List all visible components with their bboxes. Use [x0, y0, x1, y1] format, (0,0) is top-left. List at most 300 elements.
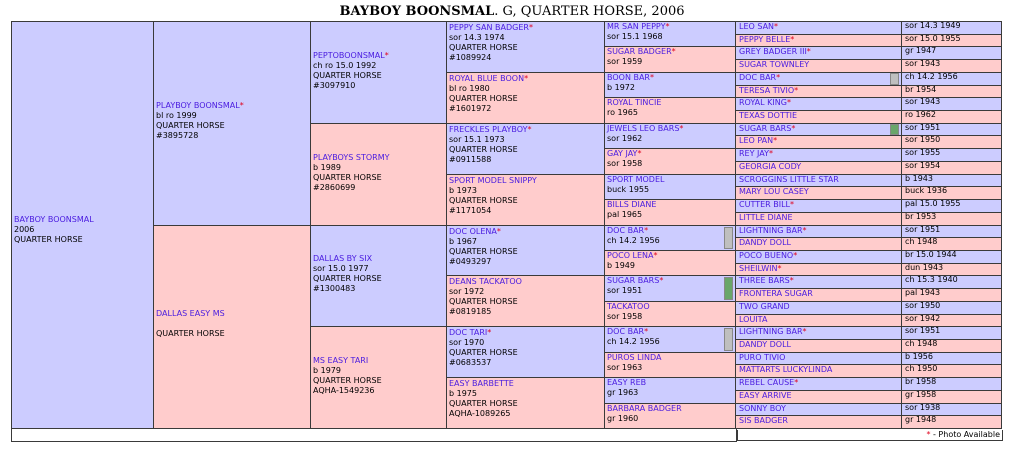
horse-info-line: ch 14.2 1956 [607, 337, 660, 347]
horse-info-line: sor 15.1 1968 [607, 32, 663, 41]
photo-star: * [384, 50, 389, 60]
pedigree-cell [604, 225, 736, 251]
horse-name-link[interactable] [739, 226, 807, 236]
horse-info-box [901, 275, 1002, 289]
horse-name-link[interactable] [607, 22, 733, 32]
horse-name: REBEL CAUSE [739, 378, 795, 388]
horse-name: SUGAR BARS [739, 123, 792, 133]
pedigree-cell [735, 123, 1002, 137]
pedigree-cell [446, 377, 605, 429]
pedigree-cell [735, 212, 1002, 226]
horse-info-line: ch 14.2 1956 [905, 71, 958, 81]
horse-info-box [901, 85, 1002, 99]
horse-name-link[interactable] [739, 378, 798, 388]
horse-info-box [901, 46, 1002, 60]
horse-name-link[interactable] [739, 200, 794, 210]
horse-name-link[interactable] [739, 35, 794, 45]
horse-name: DOC BAR [607, 225, 645, 235]
photo-thumbnail-icon[interactable] [890, 124, 899, 136]
horse-info-line: sor 1951 [905, 224, 941, 234]
horse-name-link[interactable] [607, 378, 733, 388]
horse-info-line: QUARTER HORSE [449, 399, 518, 409]
photo-thumbnail-icon[interactable] [724, 328, 733, 350]
horse-name: LOUITA [739, 314, 768, 324]
horse-info-line: ch 14.2 1956 [607, 235, 660, 245]
photo-star: * [644, 225, 649, 235]
horse-info-line: QUARTER HORSE [313, 172, 382, 182]
pedigree-cell [604, 46, 736, 72]
pedigree-cell [446, 275, 605, 327]
horse-info-line: ro 1965 [607, 108, 638, 118]
horse-name: POCO LENA [607, 250, 654, 260]
horse-info-line: #0911588 [449, 154, 492, 164]
horse-name-link[interactable] [739, 149, 773, 159]
horse-name-link[interactable] [739, 365, 832, 375]
horse-name-link[interactable] [607, 200, 733, 210]
photo-star: * [769, 149, 773, 159]
photo-star: * [650, 72, 654, 82]
horse-name-link[interactable] [14, 215, 151, 225]
horse-info-line: sor 1959 [607, 57, 643, 67]
horse-name: SUGAR TOWNLEY [739, 60, 810, 70]
pedigree-cell [604, 123, 736, 149]
horse-info-line: sor 15.0 1955 [905, 33, 961, 43]
horse-info-box [901, 352, 1002, 366]
horse-name: MR SAN PEPPY [607, 22, 666, 31]
horse-info-line: QUARTER HORSE [14, 234, 83, 244]
horse-info-line: bl ro 1999 [156, 110, 197, 120]
horse-info-line: b 1975 [449, 389, 477, 399]
pedigree-cell [604, 250, 736, 276]
pedigree-cell [735, 415, 1002, 429]
horse-info-line: #3097910 [313, 80, 356, 90]
horse-name-link[interactable] [739, 111, 797, 121]
horse-info-line: sor 1943 [905, 97, 941, 107]
pedigree-cell [310, 225, 447, 328]
horse-name-link[interactable] [449, 328, 602, 338]
photo-star: * [527, 124, 532, 134]
horse-name-link[interactable] [607, 175, 733, 185]
horse-name-link[interactable] [607, 302, 733, 312]
horse-info-box [901, 390, 1002, 404]
horse-info-box [901, 250, 1002, 264]
pedigree-cell [446, 174, 605, 226]
pedigree-cell [735, 110, 1002, 124]
pedigree-cell [735, 237, 1002, 251]
pedigree-cell [604, 275, 736, 301]
horse-name-link[interactable] [739, 136, 777, 146]
horse-name-link[interactable] [739, 327, 807, 337]
horse-name-link[interactable] [156, 101, 308, 111]
horse-info-line: sor 1951 [905, 122, 941, 132]
horse-info-box [901, 212, 1002, 226]
horse-name-link[interactable] [313, 51, 444, 61]
horse-name-link[interactable] [739, 47, 811, 57]
horse-name-link[interactable] [739, 124, 795, 134]
horse-info-line: gr 1958 [905, 389, 937, 399]
photo-star: * [793, 250, 798, 260]
pedigree-cell [604, 148, 736, 174]
horse-name-link[interactable] [739, 391, 792, 401]
horse-info-box [901, 123, 1002, 137]
photo-star: * [802, 327, 807, 337]
horse-name-link[interactable] [739, 251, 797, 261]
horse-info-line: QUARTER HORSE [313, 376, 382, 386]
photo-star: * [777, 263, 782, 273]
pedigree-cell [735, 352, 1002, 366]
horse-name: SIS BADGER [739, 416, 788, 426]
horse-name-link[interactable] [739, 60, 809, 70]
horse-name: TEXAS DOTTIE [739, 111, 798, 121]
horse-name: DANDY DOLL [739, 238, 791, 248]
horse-name: EASY ARRIVE [739, 390, 792, 400]
photo-legend [737, 430, 1003, 441]
photo-star: * [794, 85, 799, 95]
pedigree-footer [11, 428, 737, 442]
photo-thumbnail-icon[interactable] [724, 277, 733, 299]
horse-name-link[interactable] [739, 404, 786, 414]
pedigree-cell [446, 326, 605, 378]
horse-info-line: sor 1958 [607, 311, 643, 321]
horse-info-line: sor 14.3 1974 [449, 33, 505, 42]
horse-info-line: b 1972 [607, 82, 635, 92]
horse-name-link[interactable] [449, 125, 602, 135]
horse-name: ROYAL BLUE BOON [449, 73, 525, 83]
horse-info-box [901, 326, 1002, 340]
horse-name-link[interactable] [739, 315, 767, 325]
pedigree-cell [735, 72, 1002, 86]
horse-info-line: QUARTER HORSE [313, 70, 382, 80]
horse-name-link[interactable] [739, 264, 781, 274]
horse-name-link[interactable] [739, 22, 778, 32]
horse-name: SPORT MODEL [607, 174, 665, 184]
horse-name: POCO BUENO [739, 250, 794, 260]
pedigree-cell [604, 326, 736, 352]
pedigree-cell [604, 301, 736, 327]
horse-name-link[interactable] [607, 327, 733, 337]
horse-info-line: gr 1948 [905, 415, 937, 425]
pedigree-cell [735, 403, 1002, 417]
horse-info-line: AQHA-1089265 [449, 409, 511, 419]
pedigree-cell [446, 21, 605, 73]
horse-info-line: pal 15.0 1955 [905, 199, 961, 209]
pedigree-cell [735, 364, 1002, 378]
horse-name-link[interactable] [607, 47, 733, 57]
horse-name: DOC OLENA [449, 226, 497, 236]
horse-info-line: sor 15.1 1973 [449, 134, 505, 144]
horse-info-line: bl ro 1980 [449, 83, 490, 93]
horse-name-link[interactable] [739, 162, 801, 172]
pedigree-cell [604, 403, 736, 429]
photo-star: * [653, 250, 658, 260]
photo-star: * [806, 47, 811, 57]
pedigree-cell [310, 123, 447, 226]
horse-info-line: b 1949 [607, 260, 635, 270]
horse-name: ROYAL KING [739, 98, 787, 108]
pedigree-cell [735, 21, 1002, 35]
pedigree-cell [735, 288, 1002, 302]
horse-name: DEANS TACKATOO [449, 277, 522, 287]
horse-name: BOON BAR [607, 72, 650, 82]
horse-name-link[interactable] [739, 416, 788, 426]
horse-name: DALLAS BY SIX [313, 254, 373, 264]
horse-name: TACKATOO [607, 301, 650, 311]
horse-name-link[interactable] [607, 276, 733, 286]
horse-info-box [901, 415, 1002, 429]
horse-info-line: gr 1963 [607, 388, 639, 398]
horse-name-link[interactable] [449, 277, 602, 287]
horse-name-link[interactable] [607, 73, 733, 83]
photo-star: * [239, 100, 244, 110]
pedigree-cell [735, 199, 1002, 213]
pedigree-cell [735, 148, 1002, 162]
photo-star: * [794, 378, 799, 388]
photo-star: * [773, 136, 778, 146]
horse-name-link[interactable] [313, 254, 444, 264]
horse-info-line: ch 15.3 1940 [905, 275, 958, 285]
horse-name: PLAYBOYS STORMY [313, 152, 390, 162]
photo-star: * [637, 149, 642, 159]
page-title [0, 4, 1024, 20]
horse-info-line: #0819185 [449, 307, 492, 317]
horse-info-line: sor 1950 [905, 135, 941, 145]
photo-thumbnail-icon[interactable] [724, 227, 733, 249]
horse-info-box [901, 339, 1002, 353]
horse-name: JEWELS LEO BARS [607, 123, 680, 133]
legend-text: - Photo Available [930, 430, 1000, 439]
horse-info-line: sor 1954 [905, 160, 941, 170]
pedigree-cell [735, 85, 1002, 99]
horse-name-link[interactable] [739, 175, 839, 185]
pedigree-cell [604, 377, 736, 403]
pedigree-cell [153, 21, 311, 226]
horse-info-box [901, 225, 1002, 239]
horse-name-link[interactable] [449, 379, 602, 389]
photo-star: * [671, 47, 676, 57]
pedigree-cell [735, 186, 1002, 200]
horse-name: MARY LOU CASEY [739, 187, 809, 197]
horse-info-line: #1089924 [449, 53, 492, 62]
pedigree-cell [735, 339, 1002, 353]
horse-info-line: ch 1948 [905, 338, 938, 348]
pedigree-cell [735, 225, 1002, 239]
horse-name-link[interactable] [739, 213, 793, 223]
photo-thumbnail-icon[interactable] [890, 73, 899, 85]
horse-name: PURO TIVIO [739, 352, 786, 362]
horse-info-line: sor 1970 [449, 338, 485, 348]
horse-name: DOC BAR [607, 327, 645, 337]
horse-name-link[interactable] [739, 340, 791, 350]
horse-info-line: sor 1962 [607, 133, 643, 143]
horse-name-link[interactable] [607, 353, 733, 363]
pedigree-cell [446, 123, 605, 175]
title-horse-name: BAYBOY BOONSMAL [339, 4, 495, 19]
pedigree-cell [735, 161, 1002, 175]
pedigree-cell [446, 225, 605, 277]
horse-name: PUROS LINDA [607, 352, 662, 362]
horse-info-line: #0493297 [449, 256, 492, 266]
horse-info-box [901, 199, 1002, 213]
horse-info-line: QUARTER HORSE [313, 274, 382, 284]
horse-info-line: #0683537 [449, 358, 492, 368]
pedigree-cell [604, 97, 736, 123]
photo-star: * [790, 34, 795, 44]
pedigree-cell [446, 72, 605, 124]
pedigree-cell [735, 301, 1002, 315]
horse-info-line: b 1967 [449, 236, 477, 246]
photo-star: * [528, 23, 533, 32]
horse-info-box [901, 403, 1002, 417]
photo-star: * [776, 72, 781, 82]
horse-name: LEO PAN [739, 136, 774, 146]
horse-name: SUGAR BARS [607, 276, 660, 286]
horse-name: DANDY DOLL [739, 339, 791, 349]
photo-star: * [665, 22, 670, 31]
horse-info-line: ch 1948 [905, 237, 938, 247]
horse-name: SPORT MODEL SNIPPY [449, 175, 537, 185]
horse-info-line: QUARTER HORSE [156, 329, 225, 339]
horse-name: FRONTERA SUGAR [739, 289, 813, 299]
horse-name-link[interactable] [607, 226, 733, 236]
horse-info-box [901, 59, 1002, 73]
horse-name: EASY REB [607, 378, 647, 388]
photo-star: * [786, 98, 791, 108]
horse-name-link[interactable] [607, 149, 733, 159]
horse-name-link[interactable] [449, 227, 602, 237]
horse-name-link[interactable] [449, 23, 602, 33]
photo-star: * [524, 73, 529, 83]
photo-star: * [496, 226, 501, 236]
pedigree-cell [604, 352, 736, 378]
horse-name: GREY BADGER III [739, 47, 807, 57]
horse-info-box [901, 135, 1002, 149]
title-details: . G, QUARTER HORSE, 2006 [494, 4, 685, 19]
horse-name: LITTLE DIANE [739, 212, 793, 222]
horse-name: SONNY BOY [739, 403, 786, 413]
horse-info-box [901, 97, 1002, 111]
horse-name: TWO GRAND [739, 301, 790, 311]
horse-info-box [901, 377, 1002, 391]
horse-name: SCROGGINS LITTLE STAR [739, 174, 839, 184]
horse-name-link[interactable] [449, 176, 602, 186]
horse-name-link[interactable] [739, 302, 790, 312]
pedigree-cell [310, 326, 447, 429]
horse-name: DOC BAR [739, 72, 777, 82]
horse-info-box [901, 148, 1002, 162]
horse-name: FRECKLES PLAYBOY [449, 124, 528, 134]
horse-info-line: ch 1950 [905, 364, 938, 374]
horse-info-box [901, 314, 1002, 328]
horse-info-line: gr 1947 [905, 46, 937, 56]
photo-star: * [791, 123, 796, 133]
horse-name-link[interactable] [607, 98, 733, 108]
horse-info-line: br 1953 [905, 211, 937, 221]
pedigree-cell [735, 263, 1002, 277]
horse-info-line: pal 1943 [905, 288, 941, 298]
horse-name: EASY BARBETTE [449, 379, 514, 389]
pedigree-cell [735, 59, 1002, 73]
photo-star: * [774, 22, 779, 31]
horse-info-line: #1171054 [449, 205, 492, 215]
horse-name: MS EASY TARI [313, 356, 369, 366]
pedigree-cell [11, 21, 154, 429]
horse-name: BAYBOY BOONSMAL [14, 214, 94, 224]
horse-name-link[interactable] [739, 276, 794, 286]
photo-star: * [802, 225, 807, 235]
horse-info-line: sor 14.3 1949 [905, 21, 961, 30]
horse-info-line: br 1954 [905, 84, 937, 94]
horse-name-link[interactable] [739, 73, 780, 83]
horse-info-line: sor 1938 [905, 402, 941, 412]
horse-name: CUTTER BILL [739, 200, 790, 210]
horse-name: SUGAR BADGER [607, 47, 672, 57]
horse-name-link[interactable] [449, 74, 602, 84]
pedigree-cell [735, 34, 1002, 48]
horse-info-line: sor 1942 [905, 313, 941, 323]
pedigree-cell [735, 174, 1002, 188]
horse-info-box [901, 174, 1002, 188]
pedigree-cell [735, 250, 1002, 264]
horse-info-line: sor 1943 [905, 59, 941, 69]
horse-name-link[interactable] [739, 238, 791, 248]
horse-info-line: br 15.0 1944 [905, 249, 957, 259]
pedigree-cell [735, 377, 1002, 391]
horse-info-line: sor 1950 [905, 300, 941, 310]
horse-info-line: b 1956 [905, 351, 933, 361]
horse-name-link[interactable] [739, 289, 813, 299]
horse-name: DOC TARI [449, 328, 488, 338]
photo-star: * [789, 276, 794, 286]
horse-name: PEPTOBOONSMAL [313, 50, 385, 60]
horse-info-line: b 1979 [313, 366, 341, 376]
horse-name-link[interactable] [607, 404, 733, 414]
horse-name-link[interactable] [607, 251, 733, 261]
horse-info-box [901, 237, 1002, 251]
horse-info-line: sor 1951 [607, 286, 643, 296]
horse-name-link[interactable] [739, 98, 791, 108]
horse-info-box [901, 72, 1002, 86]
horse-name: THREE BARS [739, 276, 790, 286]
pedigree-cell [735, 135, 1002, 149]
horse-name: PEPPY BELLE [739, 34, 791, 44]
horse-name: BARBARA BADGER [607, 403, 682, 413]
horse-info-line: b 1973 [449, 185, 477, 195]
horse-info-box [901, 263, 1002, 277]
pedigree-cell [153, 225, 311, 430]
horse-name-link[interactable] [313, 356, 444, 366]
horse-info-box [901, 288, 1002, 302]
photo-star: * [659, 276, 664, 286]
horse-info-line: QUARTER HORSE [449, 246, 518, 256]
horse-info-line: 2006 [14, 224, 35, 234]
horse-name-link[interactable] [739, 187, 809, 197]
horse-name-link[interactable] [607, 124, 733, 134]
horse-info-line: #2860699 [313, 182, 356, 192]
pedigree-cell [604, 174, 736, 200]
horse-name: TERESA TIVIO [739, 85, 795, 95]
pedigree-cell [735, 390, 1002, 404]
horse-name-link[interactable] [313, 153, 444, 163]
horse-name-link[interactable] [739, 353, 785, 363]
horse-info-box [901, 364, 1002, 378]
horse-name-link[interactable] [739, 86, 798, 96]
horse-info-box [901, 110, 1002, 124]
horse-name-link[interactable] [156, 309, 308, 319]
horse-info-line: AQHA-1549236 [313, 386, 375, 396]
photo-star: * [790, 200, 794, 210]
horse-info-line: QUARTER HORSE [449, 297, 518, 307]
horse-name: ROYAL TINCIE [607, 98, 662, 108]
